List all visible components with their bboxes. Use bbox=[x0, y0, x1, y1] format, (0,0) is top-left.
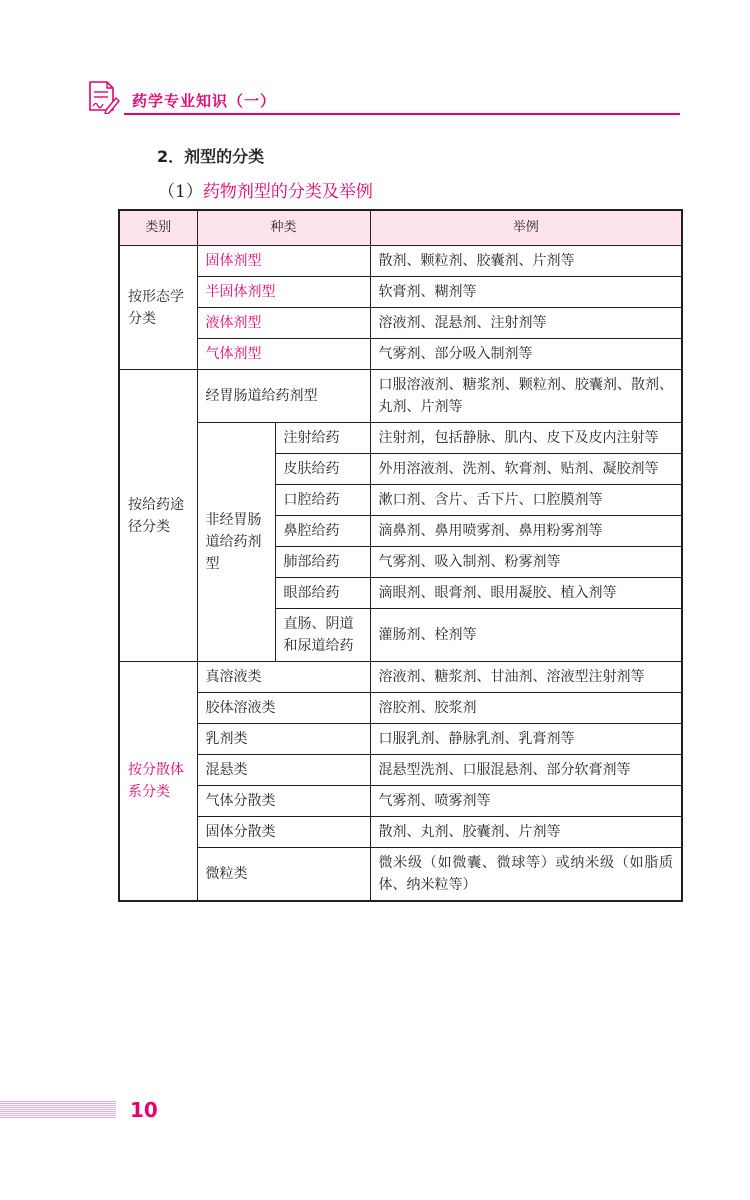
type-cell: 固体剂型 bbox=[197, 246, 370, 277]
example-cell: 外用溶液剂、洗剂、软膏剂、贴剂、凝胶剂等 bbox=[370, 454, 682, 485]
type-cell: 微粒类 bbox=[197, 848, 370, 902]
dosage-form-classification-table bbox=[118, 209, 683, 902]
table-row bbox=[119, 848, 682, 902]
table-row bbox=[119, 693, 682, 724]
table-row bbox=[119, 755, 682, 786]
table-row bbox=[119, 724, 682, 755]
table-row bbox=[119, 370, 682, 423]
table-row bbox=[119, 246, 682, 277]
header-rule bbox=[124, 113, 680, 115]
type-cell: 液体剂型 bbox=[197, 308, 370, 339]
table-row bbox=[119, 423, 682, 454]
subsection-title bbox=[158, 177, 373, 202]
type-cell: 肺部给药 bbox=[275, 547, 370, 578]
example-cell: 灌肠剂、栓剂等 bbox=[370, 609, 682, 662]
header-type: 种类 bbox=[197, 210, 370, 246]
type-cell: 经胃肠道给药剂型 bbox=[197, 370, 370, 423]
footer-stripe-bar bbox=[0, 1101, 116, 1119]
section-title: 2．剂型的分类 bbox=[157, 147, 265, 166]
type-cell: 气体剂型 bbox=[197, 339, 370, 370]
table-row bbox=[119, 662, 682, 693]
type-cell: 口腔给药 bbox=[275, 485, 370, 516]
type-cell: 乳剂类 bbox=[197, 724, 370, 755]
type-cell: 直肠、阴道和尿道给药 bbox=[275, 609, 370, 662]
type-cell: 皮肤给药 bbox=[275, 454, 370, 485]
table-row bbox=[119, 817, 682, 848]
category-route: 按给药途径分类 bbox=[119, 370, 197, 662]
type-cell: 气体分散类 bbox=[197, 786, 370, 817]
example-cell: 气雾剂、吸入制剂、粉雾剂等 bbox=[370, 547, 682, 578]
example-cell: 气雾剂、喷雾剂等 bbox=[370, 786, 682, 817]
type-cell: 眼部给药 bbox=[275, 578, 370, 609]
table-row bbox=[119, 339, 682, 370]
example-cell: 溶液剂、混悬剂、注射剂等 bbox=[370, 308, 682, 339]
type-cell: 真溶液类 bbox=[197, 662, 370, 693]
example-cell: 气雾剂、部分吸入制剂等 bbox=[370, 339, 682, 370]
example-cell: 口服溶液剂、糖浆剂、颗粒剂、胶囊剂、散剂、丸剂、片剂等 bbox=[370, 370, 682, 423]
document-pencil-icon bbox=[86, 80, 120, 114]
table-row bbox=[119, 308, 682, 339]
table-row bbox=[119, 277, 682, 308]
type-cell: 半固体剂型 bbox=[197, 277, 370, 308]
type-cell: 固体分散类 bbox=[197, 817, 370, 848]
type-cell: 注射给药 bbox=[275, 423, 370, 454]
type-cell: 胶体溶液类 bbox=[197, 693, 370, 724]
header-example: 举例 bbox=[370, 210, 682, 246]
category-form: 按形态学分类 bbox=[119, 246, 197, 370]
subsection-number: （1） bbox=[158, 182, 203, 202]
example-cell: 注射剂，包括静脉、肌内、皮下及皮内注射等 bbox=[370, 423, 682, 454]
example-cell: 溶胶剂、胶浆剂 bbox=[370, 693, 682, 724]
example-cell: 散剂、颗粒剂、胶囊剂、片剂等 bbox=[370, 246, 682, 277]
example-cell: 口服乳剂、静脉乳剂、乳膏剂等 bbox=[370, 724, 682, 755]
table-header-row bbox=[119, 210, 682, 246]
example-cell: 软膏剂、糊剂等 bbox=[370, 277, 682, 308]
example-cell: 散剂、丸剂、胶囊剂、片剂等 bbox=[370, 817, 682, 848]
parenteral-label: 非经胃肠道给药剂型 bbox=[197, 423, 275, 662]
example-cell: 漱口剂、含片、舌下片、口腔膜剂等 bbox=[370, 485, 682, 516]
example-cell: 微米级（如微囊、微球等）或纳米级（如脂质体、纳米粒等） bbox=[370, 848, 682, 902]
subsection-text: 药物剂型的分类及举例 bbox=[202, 182, 373, 202]
example-cell: 滴眼剂、眼膏剂、眼用凝胶、植入剂等 bbox=[370, 578, 682, 609]
table-row bbox=[119, 786, 682, 817]
example-cell: 滴鼻剂、鼻用喷雾剂、鼻用粉雾剂等 bbox=[370, 516, 682, 547]
type-cell: 鼻腔给药 bbox=[275, 516, 370, 547]
type-cell: 混悬类 bbox=[197, 755, 370, 786]
header-category: 类别 bbox=[119, 210, 197, 246]
example-cell: 溶液剂、糖浆剂、甘油剂、溶液型注射剂等 bbox=[370, 662, 682, 693]
running-header-title: 药学专业知识（一） bbox=[132, 92, 277, 110]
example-cell: 混悬型洗剂、口服混悬剂、部分软膏剂等 bbox=[370, 755, 682, 786]
page-number: 10 bbox=[130, 1098, 158, 1122]
category-dispersion: 按分散体系分类 bbox=[119, 662, 197, 902]
